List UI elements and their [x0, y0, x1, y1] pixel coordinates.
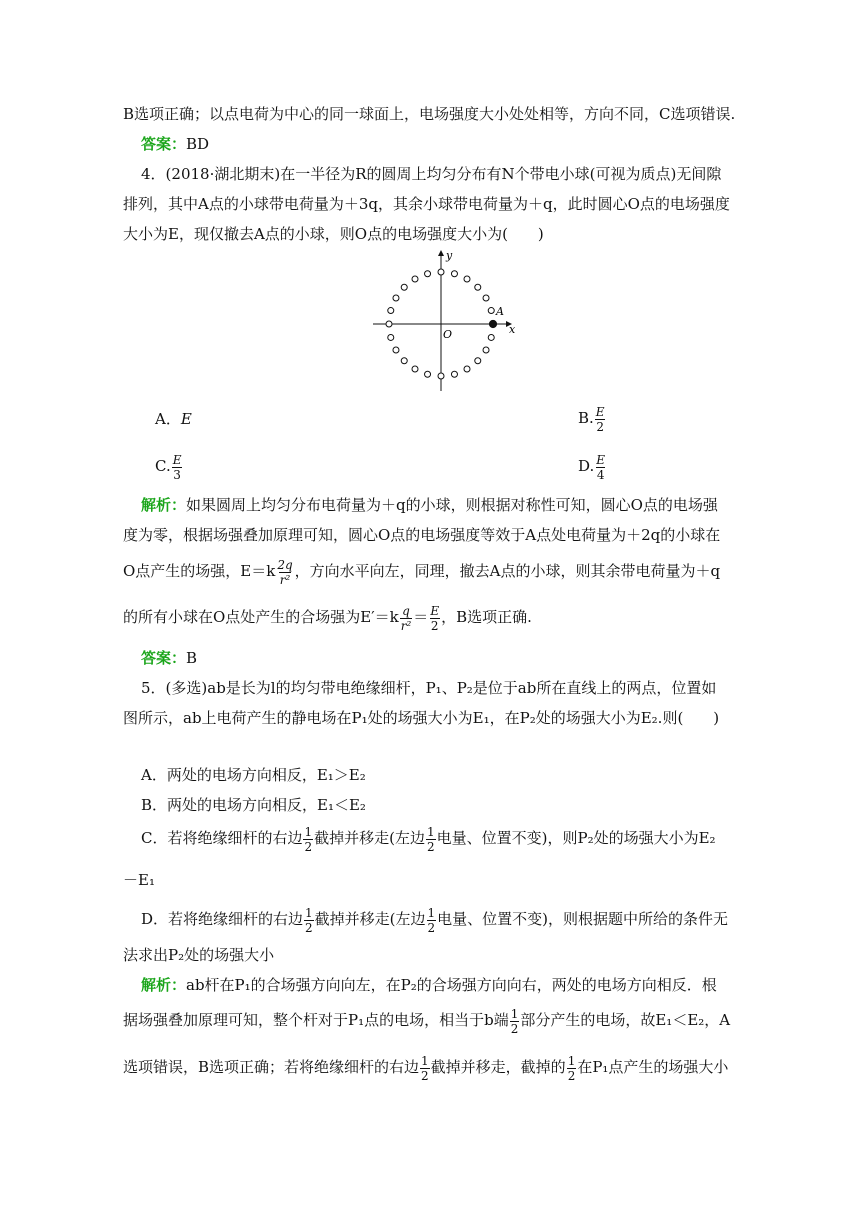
charged-ball: [451, 271, 457, 277]
option-a: A．E: [155, 410, 192, 428]
x-axis-label: x: [509, 323, 516, 336]
q5-analysis-line1: 解析：ab杆在P₁的合场强方向向左，在P₂的合场强方向向右，两处的电场方向相反．根: [141, 976, 717, 994]
q5-option-c-line2: －E₁: [123, 871, 155, 889]
q4-stem-line3: 大小为E，现仅撤去A点的小球，则O点的电场强度大小为( ): [123, 225, 544, 243]
charge-ring-figure: [365, 245, 525, 393]
q4-analysis-line3: O点产生的场强，E＝k $\frac{2q}{\text{r²}}$ ，方向水平向左，同理，撤去A点的小球，则其余带电荷量为＋q: [123, 557, 721, 587]
origin-label: O: [443, 328, 453, 341]
q5-analysis-line3: 选项错误，B选项正确；若将绝缘细杆的右边 $\frac{1}{2}$ 截掉并移走，截掉的 $\frac{1}{2}$ 在P₁点产生的场强大小: [123, 1053, 729, 1083]
q4-analysis-line1: 解析：如果圆周上均匀分布电荷量为＋q的小球，则根据对称性可知，圆心O点的电场强: [141, 496, 718, 514]
charged-ball: [412, 276, 418, 282]
charged-ball: [393, 347, 399, 353]
charged-ball: [464, 276, 470, 282]
answer-line: 答案：BD: [141, 135, 210, 153]
charged-ball: [386, 321, 392, 327]
q4-stem-line2: 排列，其中A点的小球带电荷量为＋3q，其余小球带电荷量为＋q，此时圆心O点的电场强度: [123, 195, 730, 213]
point-a-label: A: [496, 305, 504, 318]
charged-ball: [438, 373, 444, 379]
charged-ball: [483, 295, 489, 301]
q4-analysis-line2: 度为零，根据场强叠加原理可知，圆心O点的电场强度等效于A点处电荷量为＋2q的小球在: [123, 526, 721, 544]
q5-stem-line2: 图所示，ab上电荷产生的静电场在P₁处的场强大小为E₁，在P₂处的场强大小为E₂.则( ): [123, 709, 720, 727]
option-c: C. $\frac{E}{3}$: [155, 452, 182, 482]
q5-analysis-line2: 据场强叠加原理可知，整个杆对于P₁点的电场，相当于b端 $\frac{1}{2}$ 部分产生的电场，故E₁＜E₂，A: [123, 1006, 731, 1036]
q5-option-a: A．两处的电场方向相反，E₁＞E₂: [141, 766, 366, 784]
q5-option-d-line1: D．若将绝缘细杆的右边 $\frac{1}{2}$ 截掉并移走(左边 $\frac{1}{2}$ 电量、位置不变)，则根据题中所给的条件无: [141, 905, 729, 935]
charged-ball: [401, 284, 407, 290]
charged-ball: [425, 371, 431, 377]
charged-ball: [388, 334, 394, 340]
charged-ball: [483, 347, 489, 353]
q4-answer: 答案：B: [141, 649, 198, 667]
charged-ball: [412, 366, 418, 372]
charged-ball: [393, 295, 399, 301]
charged-ball: [451, 371, 457, 377]
charged-ball: [488, 308, 494, 314]
q5-option-d-line2: 法求出P₂处的场强大小: [123, 946, 275, 964]
charged-ball: [464, 366, 470, 372]
charged-ball-a: [489, 320, 496, 327]
q5-stem-line1: 5．(多选)ab是长为l的均匀带电绝缘细杆，P₁、P₂是位于ab所在直线上的两点，位置如: [141, 679, 717, 697]
text-line: B选项正确；以点电荷为中心的同一球面上，电场强度大小处处相等，方向不同，C选项错误.: [123, 105, 736, 123]
charged-ball: [388, 308, 394, 314]
charged-ball: [438, 269, 444, 275]
y-axis-label: y: [446, 249, 453, 262]
q4-analysis-line4: 的所有小球在O点处产生的合场强为E′＝k $\frac{q}{\text{r²}}$ ＝ $\frac{E}{2}$ ，B选项正确.: [123, 603, 532, 633]
q4-stem-line1: 4．(2018·湖北期末)在一半径为R的圆周上均匀分布有N个带电小球(可视为质点)无间隙: [141, 165, 722, 183]
charged-ball: [401, 358, 407, 364]
option-d: D. $\frac{E}{4}$: [578, 452, 606, 482]
q5-option-c-line1: C．若将绝缘细杆的右边 $\frac{1}{2}$ 截掉并移走(左边 $\frac{1}{2}$ 电量、位置不变)，则P₂处的场强大小为E₂: [141, 824, 716, 854]
q5-option-b: B．两处的电场方向相反，E₁＜E₂: [141, 796, 366, 814]
charged-ball: [475, 284, 481, 290]
charged-ball: [475, 358, 481, 364]
option-b: B. $\frac{E}{2}$: [578, 404, 605, 434]
charged-ball: [425, 271, 431, 277]
charged-ball: [488, 334, 494, 340]
